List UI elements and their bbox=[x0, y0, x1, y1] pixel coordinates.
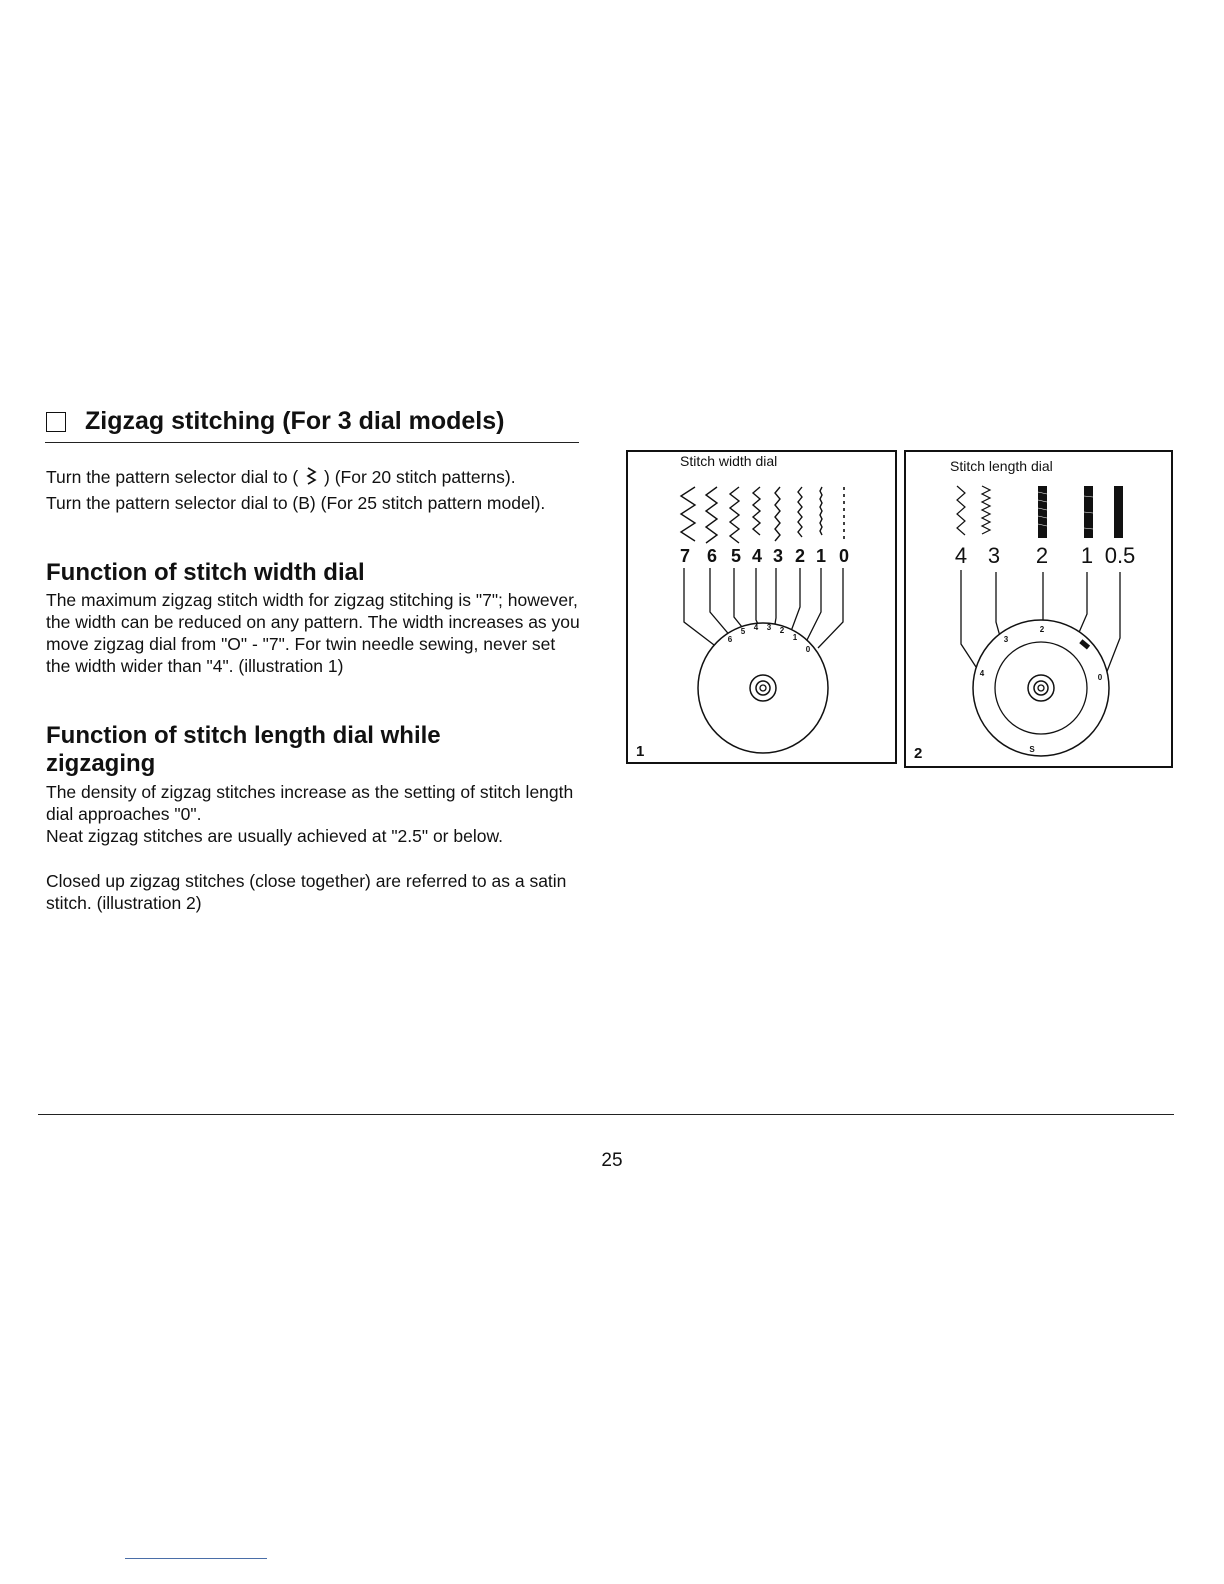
zigzag-sample-7 bbox=[681, 487, 695, 541]
width-dial-mark-6: 6 bbox=[727, 635, 733, 644]
bottom-divider bbox=[38, 1114, 1174, 1115]
width-dial-mark-0: 0 bbox=[805, 645, 811, 654]
length-dial-mark-0: 0 bbox=[1097, 673, 1103, 682]
length-dial-mark-2: 2 bbox=[1039, 625, 1045, 634]
width-dial-mark-2: 2 bbox=[779, 626, 785, 635]
length-body-1: The density of zigzag stitches increase as the setting of stitch length dial approaches "0". bbox=[46, 782, 574, 824]
width-dial-mark-3: 3 bbox=[766, 623, 772, 632]
width-dial-mark-4: 4 bbox=[753, 623, 759, 632]
stitch-width-illustration bbox=[626, 450, 897, 764]
length-setting-3: 3 bbox=[987, 543, 1001, 568]
zigzag-sample-4 bbox=[753, 487, 760, 535]
width-setting-7: 7 bbox=[679, 546, 691, 566]
zigzag-pattern-icon bbox=[305, 466, 317, 488]
length-setting-4: 4 bbox=[954, 543, 968, 568]
length-dial-mark-s: S bbox=[1029, 745, 1035, 754]
illustration-1-number: 1 bbox=[636, 743, 645, 760]
stitch-width-diagram bbox=[628, 452, 899, 766]
zigzag-sample-1 bbox=[820, 487, 822, 535]
zigzag-sample-6 bbox=[706, 487, 717, 543]
section-title: Zigzag stitching (For 3 dial models) bbox=[85, 407, 505, 435]
zigzag-width-samples bbox=[681, 487, 844, 543]
width-setting-4: 4 bbox=[751, 546, 763, 566]
width-body: The maximum zigzag stitch width for zigzag stitching is "7"; however, the width can be reduced on any pattern. The width increases as you move zigzag dial from "O" - "7". For twin needle sewing, never set the width wider than "4". (illustration 1) bbox=[46, 590, 580, 676]
width-setting-2: 2 bbox=[794, 546, 806, 566]
width-setting-3: 3 bbox=[772, 546, 784, 566]
checkbox-icon bbox=[46, 412, 66, 432]
dense-satin-samples bbox=[1038, 486, 1123, 538]
length-dial bbox=[973, 620, 1109, 756]
stitch-length-diagram bbox=[906, 452, 1175, 770]
width-heading: Function of stitch width dial bbox=[46, 559, 365, 586]
section-heading bbox=[45, 404, 579, 443]
width-dial bbox=[698, 623, 828, 753]
width-setting-6: 6 bbox=[706, 546, 718, 566]
width-dial-mark-1: 1 bbox=[792, 633, 798, 642]
length-setting-1: 1 bbox=[1080, 543, 1094, 568]
length-body-3: Closed up zigzag stitches (close together) are referred to as a satin stitch. (illustration 2) bbox=[46, 871, 567, 913]
width-setting-5: 5 bbox=[730, 546, 742, 566]
width-setting-0: 0 bbox=[838, 546, 850, 566]
length-body-2: Neat zigzag stitches are usually achieved at "2.5" or below. bbox=[46, 826, 503, 846]
density-sample-3 bbox=[982, 486, 990, 534]
intro-line-1: Turn the pattern selector dial to ( ) (For 20 stitch patterns). bbox=[46, 467, 516, 487]
footnote-line bbox=[125, 1558, 267, 1559]
width-caption: Stitch width dial bbox=[680, 453, 778, 469]
density-sample-05 bbox=[1114, 486, 1123, 538]
length-caption: Stitch length dial bbox=[950, 458, 1053, 474]
width-setting-1: 1 bbox=[815, 546, 827, 566]
length-dial-mark-3: 3 bbox=[1003, 635, 1009, 644]
length-setting-05: 0.5 bbox=[1104, 543, 1136, 568]
illustration-2-number: 2 bbox=[914, 745, 923, 762]
length-setting-2: 2 bbox=[1035, 543, 1049, 568]
stitch-length-illustration bbox=[904, 450, 1173, 768]
density-sample-4 bbox=[957, 486, 965, 535]
zigzag-length-samples bbox=[957, 486, 990, 535]
zigzag-sample-5 bbox=[730, 487, 739, 543]
width-dial-mark-5: 5 bbox=[740, 627, 746, 636]
zigzag-sample-3 bbox=[775, 487, 780, 541]
zigzag-sample-2 bbox=[798, 487, 802, 537]
length-dial-mark-4: 4 bbox=[979, 669, 985, 678]
length-heading: Function of stitch length dial while zigzaging bbox=[46, 722, 441, 777]
intro-line-2: Turn the pattern selector dial to (B) (For 25 stitch pattern model). bbox=[46, 493, 546, 513]
page-number: 25 bbox=[601, 1150, 623, 1171]
